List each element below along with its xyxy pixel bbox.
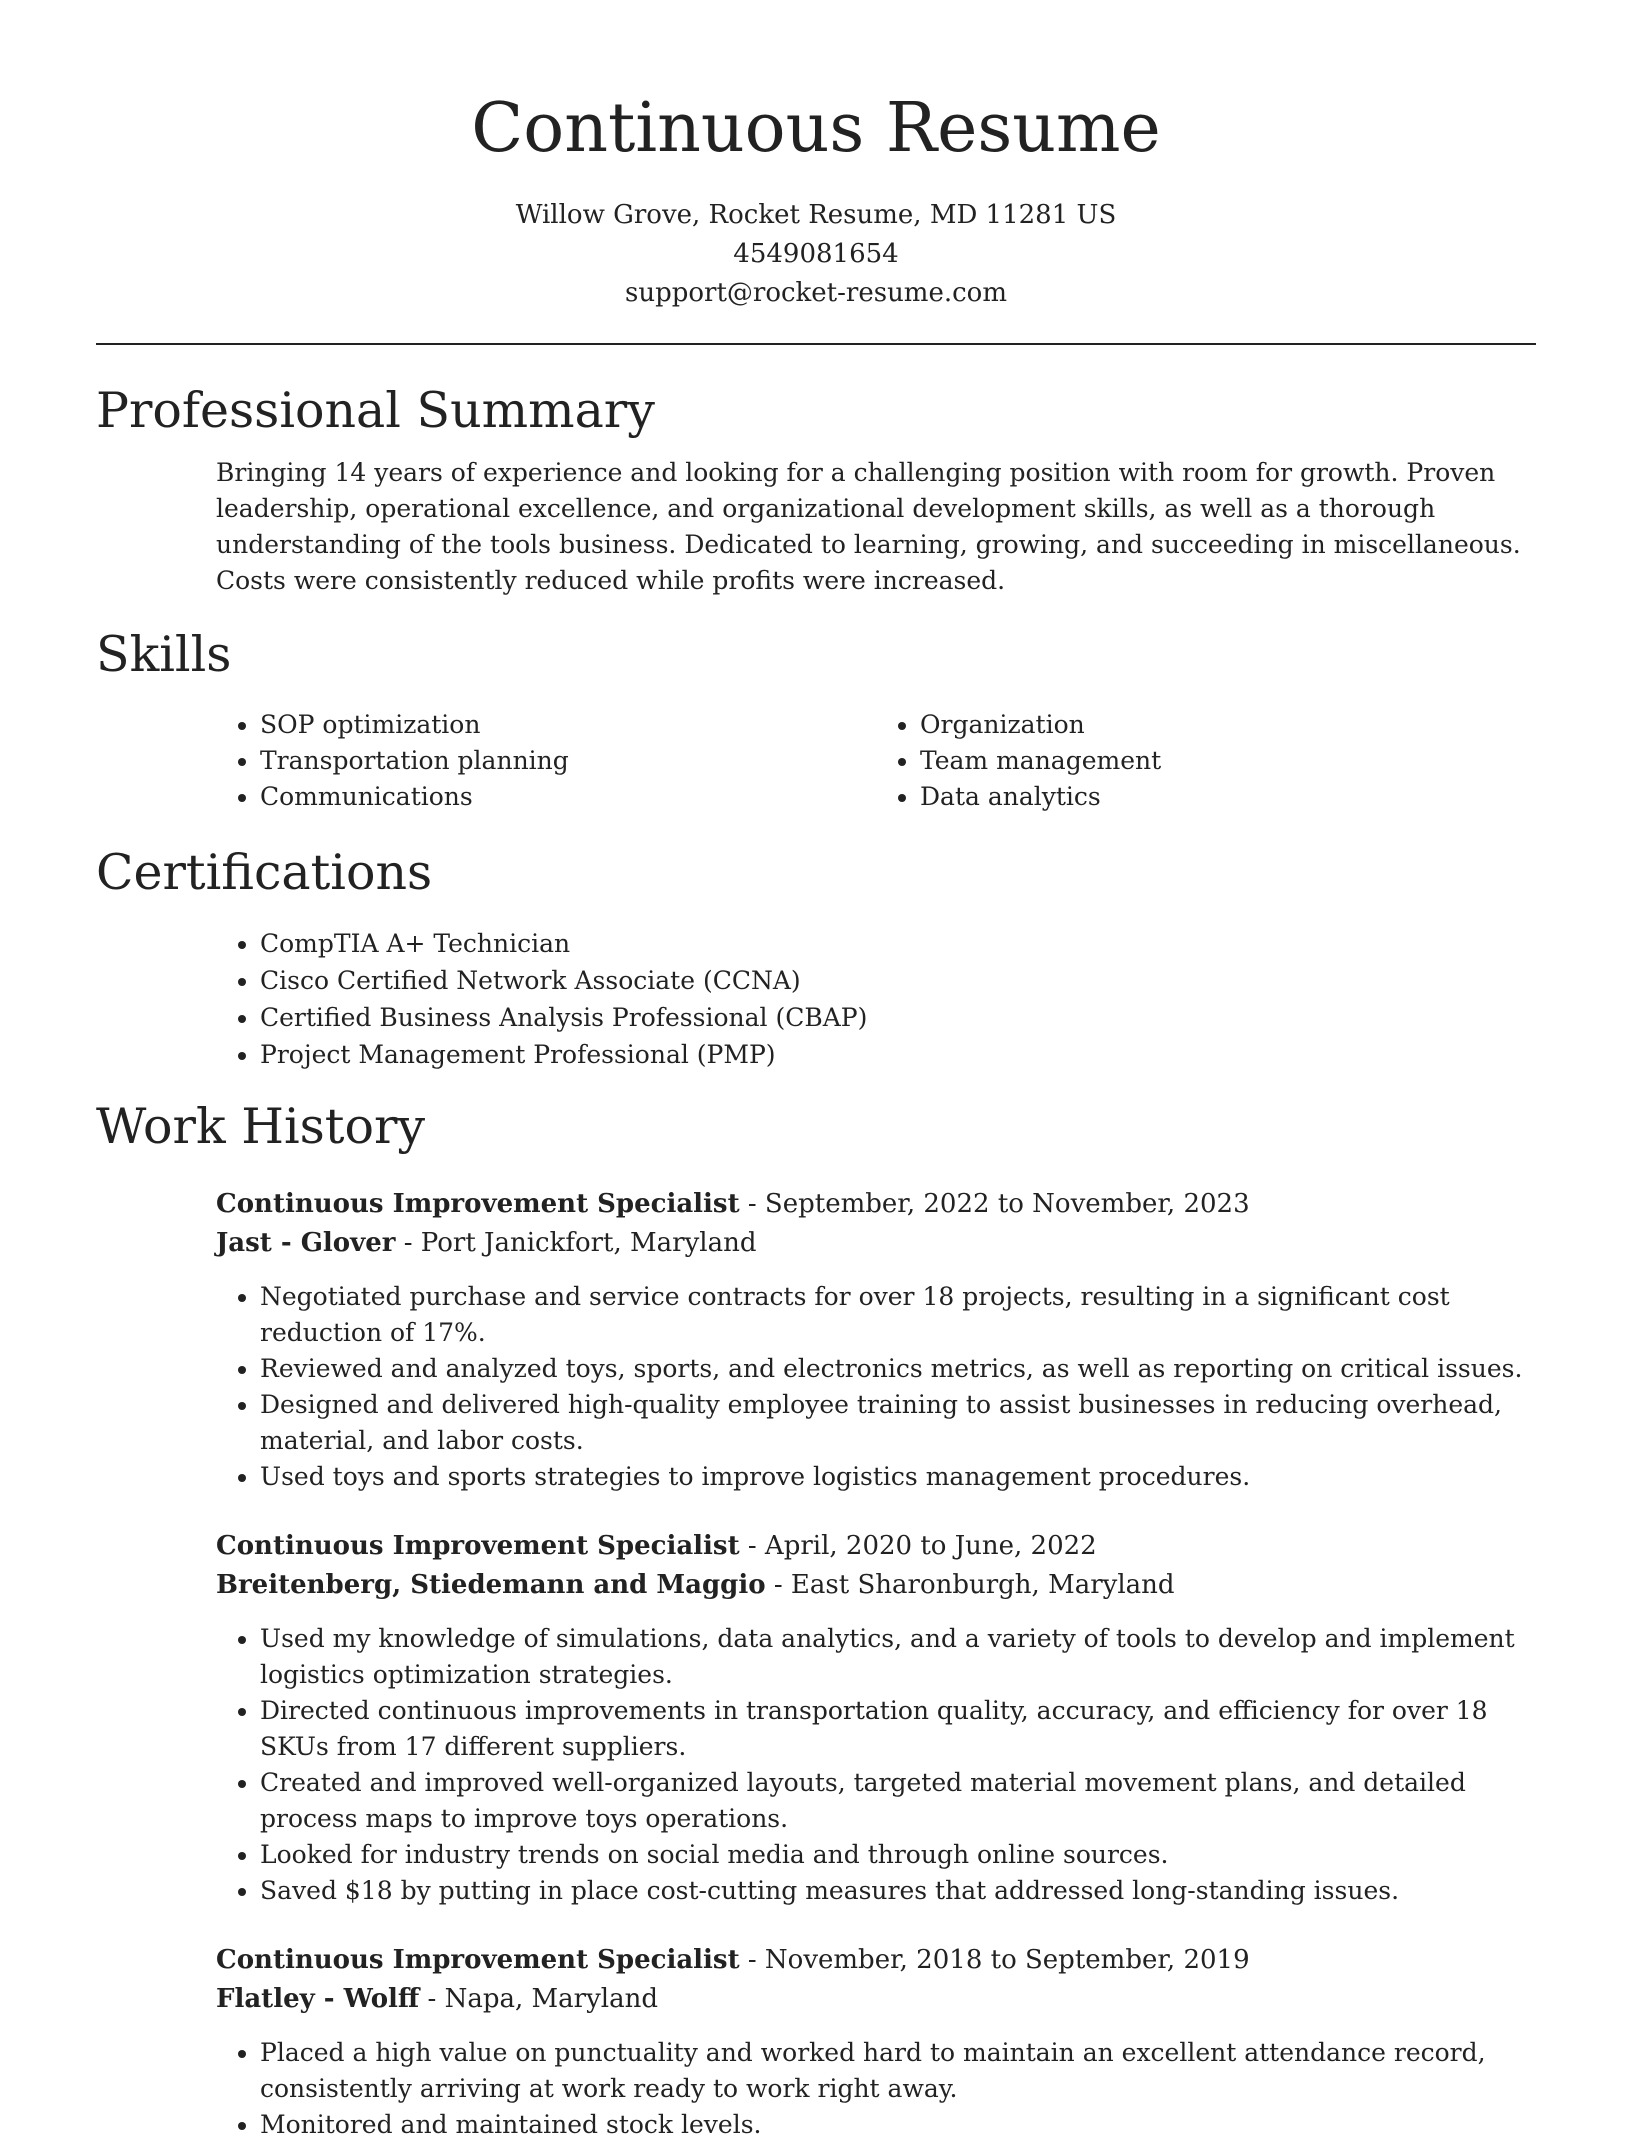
contact-phone: 4549081654	[733, 239, 899, 269]
certification-item: • Certified Business Analysis Professional (CBAP)	[260, 999, 1536, 1036]
resume-page	[96, 0, 1536, 2143]
job-title-line	[216, 1185, 1536, 1224]
skills-left-list	[216, 707, 876, 815]
skill-item: • Data analytics	[920, 779, 1536, 815]
skill-item: • Transportation planning	[260, 743, 876, 779]
job-location: East Sharonburgh, Maryland	[790, 1570, 1175, 1600]
job-company: Breitenberg, Stiedemann and Maggio	[216, 1570, 766, 1600]
job-company-line	[216, 1224, 1536, 1263]
skills-section	[96, 625, 1536, 815]
job-company: Flatley - Wolff	[216, 1984, 420, 2014]
skills-columns	[216, 707, 1536, 815]
job-company-line	[216, 1566, 1536, 1605]
job-bullets	[216, 1279, 1536, 1495]
certification-item: • Cisco Certified Network Associate (CCNA)	[260, 962, 1536, 999]
job-separator: -	[765, 1570, 791, 1600]
job-title-line	[216, 1527, 1536, 1566]
job-location: Port Janickfort, Maryland	[420, 1228, 757, 1258]
header-divider	[96, 343, 1536, 345]
job-company: Jast - Glover	[216, 1228, 396, 1258]
skill-item: • Organization	[920, 707, 1536, 743]
job-separator: -	[739, 1189, 765, 1219]
certification-item: • Project Management Professional (PMP)	[260, 1036, 1536, 1073]
skill-item: • Team management	[920, 743, 1536, 779]
job-company-line	[216, 1980, 1536, 2019]
job-bullet: • Used my knowledge of simulations, data analytics, and a variety of tools to develop and implement logistics optimization strategies.	[260, 1621, 1536, 1693]
job-title: Continuous Improvement Specialist	[216, 1531, 740, 1561]
job-separator: -	[395, 1228, 421, 1258]
job-dates: April, 2020 to June, 2022	[764, 1531, 1097, 1561]
summary-section	[96, 381, 1536, 599]
job-bullet: • Placed a high value on punctuality and worked hard to maintain an excellent attendance record, consistently arriving at work ready to work right away.	[260, 2035, 1536, 2107]
job-separator: -	[419, 1984, 445, 2014]
job-bullet: • Used toys and sports strategies to improve logistics management procedures.	[260, 1459, 1536, 1495]
skill-item: • Communications	[260, 779, 876, 815]
job-dates: November, 2018 to September, 2019	[764, 1945, 1250, 1975]
contact-info	[96, 196, 1536, 313]
certifications-heading: Certifications	[96, 844, 433, 901]
job-bullet: • Created and improved well-organized layouts, targeted material movement plans, and detailed process maps to improve toys operations.	[260, 1765, 1536, 1837]
job-title-line	[216, 1941, 1536, 1980]
job-location: Napa, Maryland	[444, 1984, 658, 2014]
resume-header	[96, 0, 1536, 313]
job-bullet: • Designed and delivered high-quality employee training to assist businesses in reducing overhead, material, and labor costs.	[260, 1387, 1536, 1459]
job-bullet: • Directed continuous improvements in transportation quality, accuracy, and efficiency for over 18 SKUs from 17 different suppliers.	[260, 1693, 1536, 1765]
summary-text: Bringing 14 years of experience and looking for a challenging position with room for growth. Proven leadership, operational excellence, and organizational development skills, as well as a thorough understanding of the tools business. Dedicated to learning, growing, and succeeding in miscellaneous. Costs were consistently reduced while profits were increased.	[216, 458, 1521, 595]
skills-heading: Skills	[96, 626, 232, 683]
certification-item: • CompTIA A+ Technician	[260, 925, 1536, 962]
job-separator: -	[739, 1531, 765, 1561]
summary-heading: Professional Summary	[96, 382, 655, 439]
job-bullet: • Negotiated purchase and service contracts for over 18 projects, resulting in a significant cost reduction of 17%.	[260, 1279, 1536, 1351]
work-history-heading: Work History	[96, 1098, 426, 1155]
job-entry	[216, 1527, 1536, 1909]
job-title: Continuous Improvement Specialist	[216, 1189, 740, 1219]
job-dates: September, 2022 to November, 2023	[764, 1189, 1250, 1219]
certifications-list	[216, 925, 1536, 1073]
job-bullet: • Monitored and maintained stock levels.	[260, 2107, 1536, 2143]
contact-address: Willow Grove, Rocket Resume, MD 11281 US	[515, 200, 1117, 230]
certifications-section	[96, 843, 1536, 1073]
job-bullets	[216, 1621, 1536, 1909]
job-entry	[216, 1941, 1536, 2143]
job-separator: -	[739, 1945, 765, 1975]
resume-name: Continuous Resume	[471, 89, 1161, 168]
job-title: Continuous Improvement Specialist	[216, 1945, 740, 1975]
skills-right-list	[876, 707, 1536, 815]
job-bullet: • Reviewed and analyzed toys, sports, and electronics metrics, as well as reporting on critical issues.	[260, 1351, 1536, 1387]
job-bullet: • Saved $18 by putting in place cost-cutting measures that addressed long-standing issues.	[260, 1873, 1536, 1909]
skill-item: • SOP optimization	[260, 707, 876, 743]
contact-email: support@rocket-resume.com	[624, 278, 1007, 308]
job-bullet: • Looked for industry trends on social media and through online sources.	[260, 1837, 1536, 1873]
job-bullets	[216, 2035, 1536, 2143]
job-entry	[216, 1185, 1536, 1495]
work-history-section	[96, 1097, 1536, 2143]
